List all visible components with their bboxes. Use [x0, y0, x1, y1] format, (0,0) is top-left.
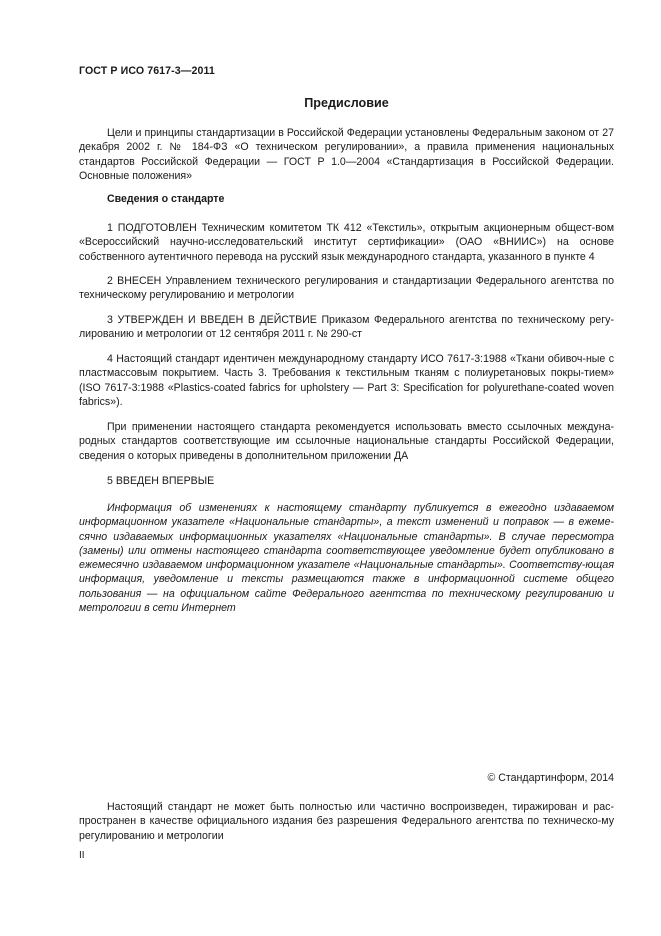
notice-text: Информация об изменениях к настоящему стандарту публикуется в ежегодно издаваемом информационном указателе «Национальные стандарты», а текст изменений и поправок — в ежеме-сячно издаваемых информационных указателях «Национальные стандарты». В случае пересмотра (замены) или отмены настоящего стандарта соответствующее уведомление будет опубликовано в ежемесячно издаваемом информационном указателе «Национальные стандарты». Соответству-ющая информация, уведомление и тексты размещаются также в информационной системе общего пользования — на официальном сайте Федерального агентства по техническому регулированию и метрологии в сети Интернет	[79, 502, 614, 615]
rights-paragraph	[79, 800, 614, 843]
item-5-text: 5 ВВЕДЕН ВПЕРВЫЕ	[107, 475, 215, 487]
item-3-paragraph	[79, 313, 614, 342]
page-number: II	[79, 850, 85, 861]
document-id: ГОСТ Р ИСО 7617-3—2011	[79, 65, 215, 77]
copyright-line: © Стандартинформ, 2014	[487, 772, 614, 784]
intro-paragraph	[79, 126, 614, 183]
item-5-paragraph	[79, 474, 614, 488]
item-4-note-text: При применении настоящего стандарта рекомендуется использовать вместо ссылочных междуна-родных стандартов соответствующие им ссылочные национальные стандарты Российской Федерации, сведения о которых приведены в дополнительном приложении ДА	[79, 421, 614, 462]
rights-text: Настоящий стандарт не может быть полностью или частично воспроизведен, тиражирован и рас-пространен в качестве официального издания без разрешения Федерального агентства по техническо-му регулированию и метрологии	[79, 801, 614, 842]
item-3-text: 3 УТВЕРЖДЕН И ВВЕДЕН В ДЕЙСТВИЕ Приказом Федерального агентства по техническому регу-лированию и метрологии от 12 сентября 2011 г. № 290-ст	[79, 314, 614, 341]
section-heading: Предисловие	[304, 96, 389, 110]
item-4-paragraph	[79, 352, 614, 409]
notice-paragraph	[79, 501, 614, 615]
item-2-text: 2 ВНЕСЕН Управлением технического регулирования и стандартизации Федерального агентства по техническому регулированию и метрологии	[79, 275, 614, 302]
item-1-text: 1 ПОДГОТОВЛЕН Техническим комитетом ТК 412 «Текстиль», открытым акционерным общест-вом «Всероссийский научно-исследовательский институт сертификации» (ОАО «ВНИИС») на основе собственного аутентичного перевода на русский язык международного стандарта, указанного в пункте 4	[79, 222, 614, 263]
item-4-note-paragraph	[79, 420, 614, 463]
item-2-paragraph	[79, 274, 614, 303]
item-1-paragraph	[79, 221, 614, 264]
intro-text: Цели и принципы стандартизации в Российской Федерации установлены Федеральным законом от 27 декабря 2002 г. № 184-ФЗ «О техническом регулировании», а правила применения национальных стандартов Российской Федерации — ГОСТ Р 1.0—2004 «Стандартизация в Российской Федерации. Основные положения»	[79, 127, 614, 182]
item-4-text: 4 Настоящий стандарт идентичен международному стандарту ИСО 7617-3:1988 «Ткани обивоч-ные с пластмассовым покрытием. Часть 3. Требования к текстильным тканям с полиуретановых покры-тием» (ISO 7617-3:1988 «Plastics-coated fabrics for upholstery — Part 3: Specification for polyurethane-coated woven fabrics»).	[79, 353, 614, 408]
standard-info-subheading: Сведения о стандарте	[107, 193, 225, 205]
